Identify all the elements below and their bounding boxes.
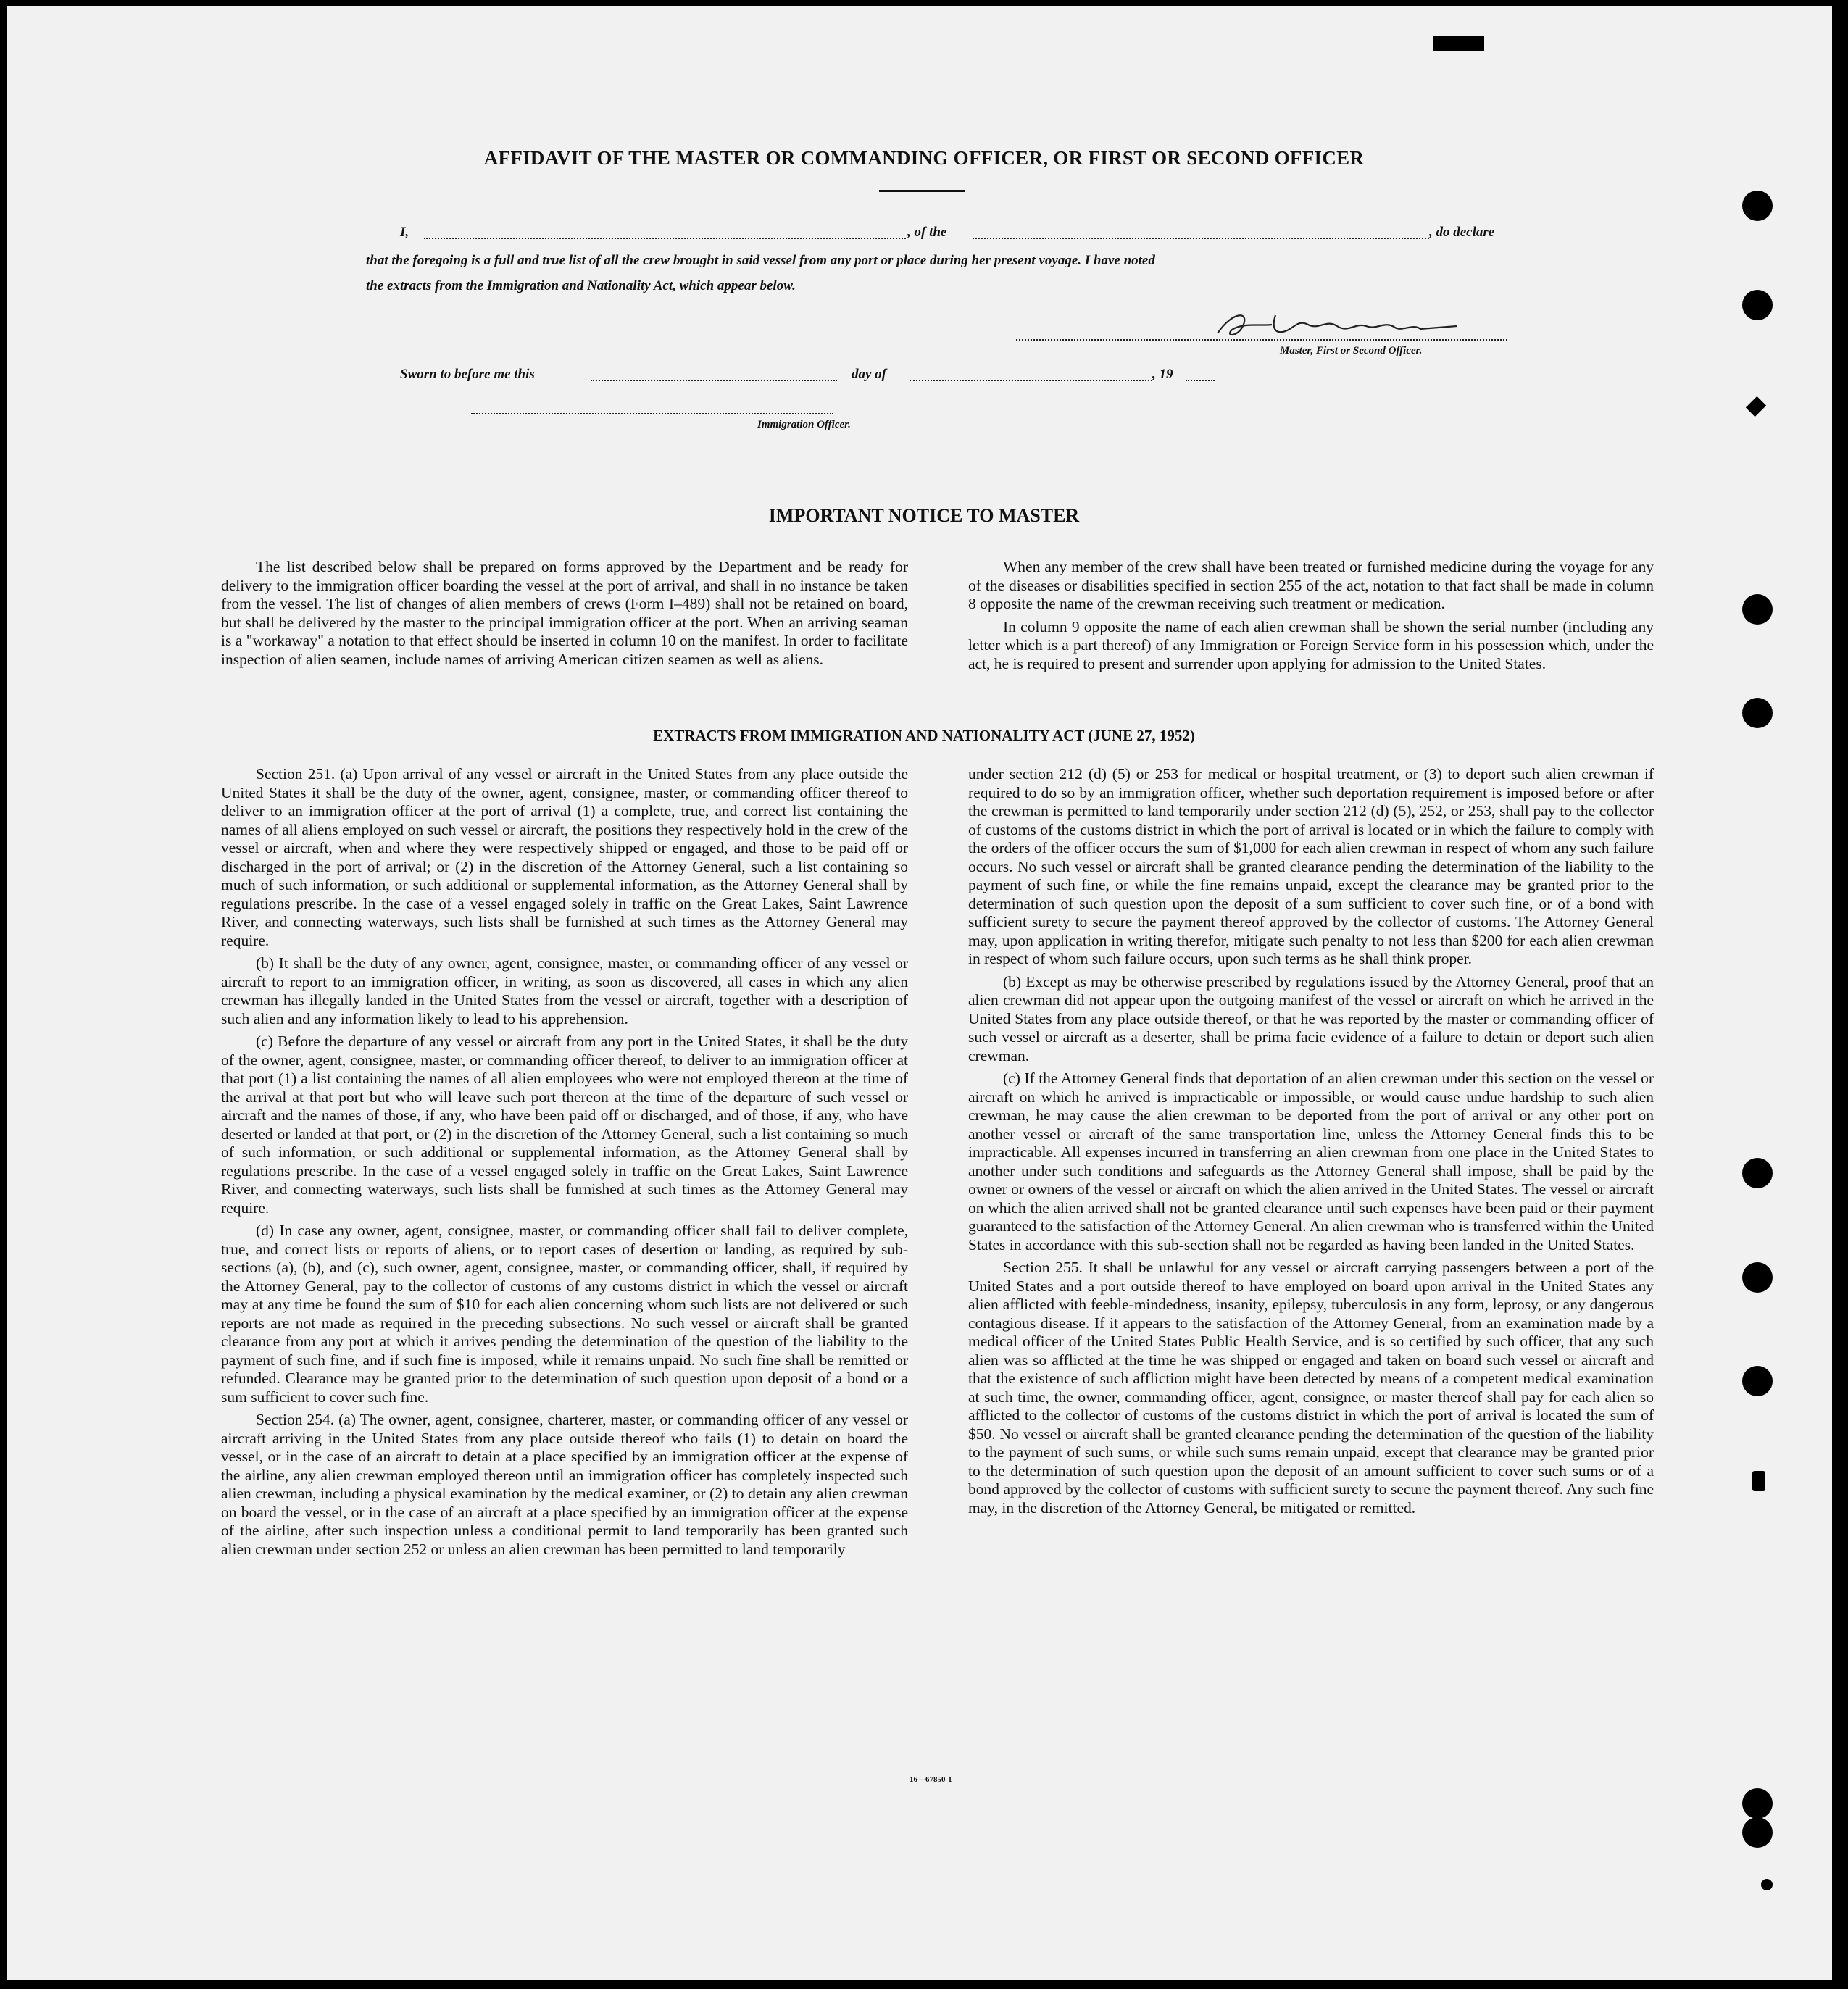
declaration-i: I, <box>400 225 409 240</box>
punch-hole <box>1742 290 1773 320</box>
extract-section-251c: (c) Before the departure of any vessel or aircraft from any port in the United States, it shall be the duty of the owner, agent, consignee, master, or commanding officer thereof, to deliver to an immigration officer at that port (1) a list containing the names of all alien employees who were not employed thereon at the time of the arrival at that port but who will leave such port thereon at the time of the departure of such vessel or aircraft and the names of those, if any, who have been paid off or discharged, and of those, if any, who have deserted or landed at that port, or (2) in the discretion of the Attorney General, such a list containing so much of such information, or such additional or supplemental information, as the Attorney General shall by regulations prescribe. In the case of a vessel engaged solely in traffic on the Great Lakes, Saint Lawrence River, and connecting waterways, such lists shall be furnished at such times as the Attorney General may require. <box>221 1033 908 1217</box>
extract-section-254b: (b) Except as may be otherwise prescribed by regulations issued by the Attorney General, proof that an alien crewman did not appear upon the outgoing manifest of the vessel or aircraft on which he arrived in the United States from any place outside thereof, or that he was reported by the master or commanding officer of such vessel or aircraft as a deserter, shall be prima facie evidence of a failure to detain or deport such alien crewman. <box>968 972 1654 1064</box>
signature <box>1210 304 1471 348</box>
sworn-day-line[interactable] <box>591 380 837 381</box>
extract-section-251b: (b) It shall be the duty of any owner, agent, consignee, master, or commanding officer of any vessel or aircraft to report to an immigration officer, in writing, as soon as discovered, all cases in which any alien crewman has illegally landed in the United States from the vessel or aircraft, together with a description of such alien and any information likely to lead to his apprehension. <box>221 954 908 1027</box>
signature-caption: Master, First or Second Officer. <box>1280 345 1423 356</box>
notice-right-column <box>968 558 1654 677</box>
declaration-line-2: that the foregoing is a full and true list of all the crew brought in said vessel from any port or place during her present voyage. I have noted <box>366 253 1155 268</box>
declaration-of-the: , of the <box>907 225 947 240</box>
declaration-line-3: the extracts from the Immigration and Nationality Act, which appear below. <box>366 278 796 293</box>
notice-right-paragraph-1: When any member of the crew shall have been treated or furnished medicine during the voyage for any of the diseases or disabilities specified in section 255 of the act, notation to that fact shall be made in column 8 opposite the name of the crewman receiving such treatment or medication. <box>968 558 1654 612</box>
punch-hole <box>1742 1788 1773 1819</box>
punch-hole <box>1742 191 1773 221</box>
punch-hole <box>1742 698 1773 728</box>
vessel-field-line[interactable] <box>973 238 1429 239</box>
affidavit-title: AFFIDAVIT OF THE MASTER OR COMMANDING OFFICER, OR FIRST OR SECOND OFFICER <box>483 147 1365 169</box>
signature-line[interactable] <box>1016 339 1507 341</box>
immigration-officer-line[interactable] <box>471 413 833 414</box>
declaration-do-declare: , do declare <box>1429 225 1495 240</box>
year-prefix-label: , 19 <box>1152 367 1173 382</box>
notice-right-paragraph-2: In column 9 opposite the name of each alien crewman shall be shown the serial number (including any letter which is a part thereof) of any Immigration or Foreign Service form in his possession which, under the act, he is required to present and surrender upon applying for admission to the United States. <box>968 617 1654 672</box>
notice-left-column <box>221 558 908 673</box>
punch-hole <box>1742 594 1773 625</box>
sworn-month-line[interactable] <box>910 380 1152 381</box>
extract-section-251d: (d) In case any owner, agent, consignee, master, or commanding officer shall fail to deliver complete, true, and correct lists or reports of aliens, or to report cases of desertion or landing, as required by sub-sections (a), (b), and (c), such owner, agent, consignee, master, or commanding officer, shall, if required by the Attorney General, pay to the collector of customs of any customs district in which the vessel or aircraft may at any time be found the sum of $10 for each alien concerning whom such lists are not delivered or such reports are not made as required in the preceding subsections. No such vessel or aircraft shall be granted clearance from any port at which it arrives pending the determination of the question of the liability to the payment of such fine, and if such fine is imposed, while it remains unpaid. No such fine shall be remitted or refunded. Clearance may be granted prior to the determination of such question upon deposit of a bond or a sum sufficient to cover such fine. <box>221 1222 908 1406</box>
punch-hole <box>1742 1262 1773 1293</box>
extract-section-254a: Section 254. (a) The owner, agent, consignee, charterer, master, or commanding officer of any vessel or aircraft arriving in the United States from any place outside thereof who fails (1) to detain on board the vessel, or in the case of an aircraft to detain at a place specified by an immigration officer at the expense of the airline, any alien crewman employed thereon until an immigration officer has completely inspected such alien crewman, including a physical examination by the medical examiner, or (2) to detain any alien crewman on board the vessel, or in the case of an aircraft at a place specified by an immigration officer at the expense of the airline, after such inspection unless a conditional permit to land temporarily has been granted such alien crewman under section 252 or unless an alien crewman has been permitted to land temporarily <box>221 1411 908 1558</box>
form-number: 16—67850-1 <box>910 1775 952 1784</box>
day-of-label: day of <box>852 367 887 382</box>
extracts-right-column <box>968 765 1654 1522</box>
sworn-year-line[interactable] <box>1186 380 1215 381</box>
edge-mark <box>1752 1471 1765 1491</box>
immigration-officer-caption: Immigration Officer. <box>757 419 851 430</box>
extracts-left-column <box>221 765 908 1563</box>
extract-section-254a-cont: under section 212 (d) (5) or 253 for medical or hospital treatment, or (3) to deport such alien crewman if required to do so by an immigration officer, whether such deportation requirement is imposed before or after the crewman is permitted to land temporarily under section 212 (d) (5), 252, or 253, shall pay to the collector of customs of the customs district in which the port of arrival is located or in which the failure to comply with the orders of the officer occurs the sum of $1,000 for each alien crewman in respect of whom any such failure occurs. No such vessel or aircraft shall be granted clearance pending the determination of the liability to the payment of such fine, or while the fine remains unpaid, except the clearance may be granted prior to the determination of such question upon the deposit of a sum sufficient to cover such fine, or of a bond with sufficient surety to secure the payment thereof approved by the collector of customs. The Attorney General may, upon application in writing therefor, mitigate such penalty to not less than $200 for each alien crewman in respect of whom such failure occurs, upon such terms as he shall think proper. <box>968 765 1654 967</box>
title-underline <box>879 190 965 192</box>
top-black-tab <box>1433 36 1484 51</box>
extract-section-254c: (c) If the Attorney General finds that deportation of an alien crewman under this section on the vessel or aircraft on which he arrived is impracticable or impossible, or would cause undue hardship to such alien crewman, he may cause the alien crewman to be deported from the port of arrival or any other port on another vessel or aircraft of the same transportation line, unless the Attorney General finds this to be impracticable. All expenses incurred in transferring an alien crewman from one place in the United States to another under such conditions and safeguards as the Attorney General shall impose, shall be paid by the owner or owners of the vessel or aircraft on which the alien arrived in the United States. The vessel or aircraft on which the alien arrived shall not be granted clearance until such expenses have been paid or their payment guaranteed to the satisfaction of the Attorney General. An alien crewman who is transferred within the United States in accordance with this sub-section shall not be regarded as having been landed in the United States. <box>968 1069 1654 1254</box>
punch-hole <box>1742 1158 1773 1188</box>
extract-section-251a: Section 251. (a) Upon arrival of any vessel or aircraft in the United States from any place outside the United States it shall be the duty of the owner, agent, consignee, master, or commanding officer thereof to deliver to an immigration officer at the port of arrival (1) a complete, true, and correct list containing the names of all aliens employed on such vessel or aircraft, the positions they respectively hold in the crew of the vessel or aircraft, when and where they were respectively shipped or engaged, and those to be paid off or discharged in the port of arrival; or (2) in the discretion of the Attorney General, such a list containing so much of such information, or such additional or supplemental information, as the Attorney General shall by regulations prescribe. In the case of a vessel engaged solely in traffic on the Great Lakes, Saint Lawrence River, and connecting waterways, such lists shall be furnished at such times as the Attorney General may require. <box>221 765 908 949</box>
name-field-line[interactable] <box>424 238 906 239</box>
notice-left-paragraph: The list described below shall be prepared on forms approved by the Department and be ready for delivery to the immigration officer boarding the vessel at the port of arrival, and shall in no instance be taken from the vessel. The list of changes of alien members of crews (Form I–489) shall not be retained on board, but shall be delivered by the master to the principal immigration officer at the port. When an arriving seaman is a "workaway" a notation to that effect should be inserted in column 10 on the manifest. In order to facilitate inspection of alien seamen, include names of arriving American citizen seamen as well as aliens. <box>221 558 908 668</box>
extract-section-255: Section 255. It shall be unlawful for any vessel or aircraft carrying passengers between a port of the United States and a port outside thereof to have employed on board upon arrival in the United States any alien afflicted with feeble-mindedness, insanity, epilepsy, tuberculosis in any form, leprosy, or any dangerous contagious disease. If it appears to the satisfaction of the Attorney General, from an examination made by a medical officer of the United States Public Health Service, and is so certified by such officer, that any such alien was so afflicted at the time he was shipped or engaged and taken on board such vessel or aircraft and that the existence of such affliction might have been detected by means of a competent medical examination at such time, the owner, commanding officer, agent, consignee, or master thereof shall pay for each alien so afflicted to the collector of customs of the customs district in which the port of arrival is located the sum of $50. No vessel or aircraft shall be granted clearance pending the determination of the question of the liability to the payment of such sums, or while such sums remain unpaid, except that clearance may be granted prior to the determination of such question upon the deposit of an amount sufficient to cover such sums or of a bond approved by the collector of customs with sufficient surety to secure the payment thereof. Any such fine may, in the discretion of the Attorney General, be mitigated or remitted. <box>968 1259 1654 1517</box>
edge-mark <box>1761 1879 1773 1890</box>
notice-title: IMPORTANT NOTICE TO MASTER <box>768 505 1080 526</box>
punch-hole <box>1742 1366 1773 1396</box>
sworn-label: Sworn to before me this <box>400 367 535 382</box>
extracts-title: EXTRACTS FROM IMMIGRATION AND NATIONALITY ACT (JUNE 27, 1952) <box>653 727 1195 744</box>
punch-hole <box>1742 1817 1773 1848</box>
